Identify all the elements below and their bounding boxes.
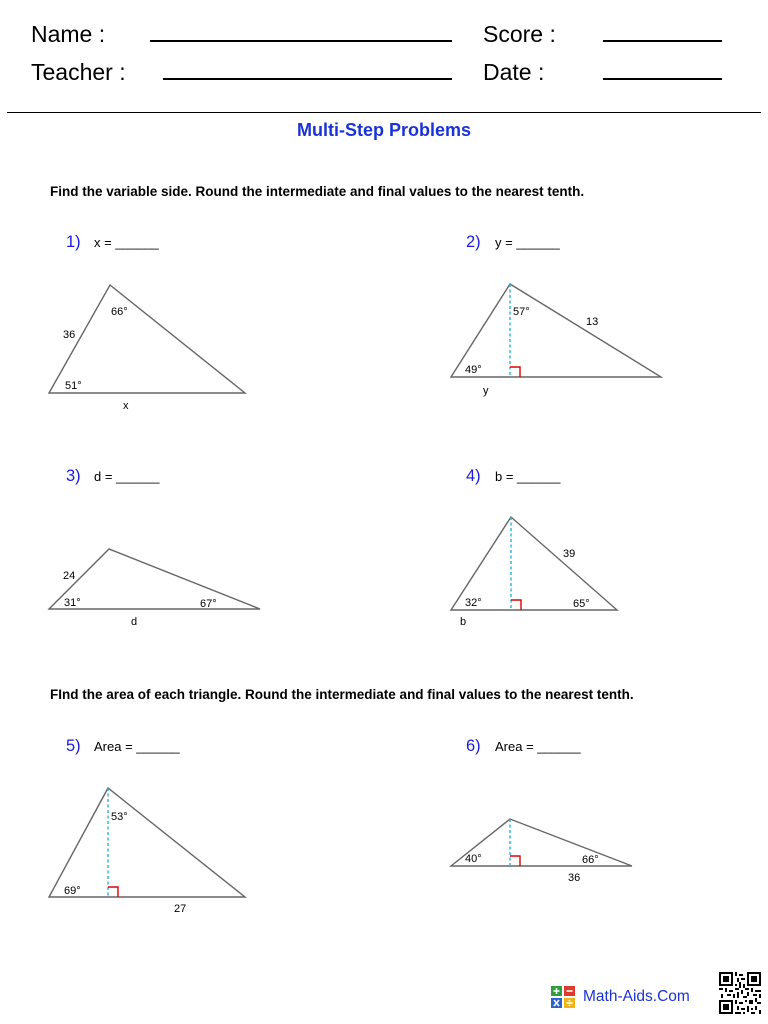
angle-label: 49°: [465, 364, 482, 376]
angle-label: 66°: [111, 306, 128, 318]
problem-number: 1): [66, 233, 81, 251]
triangle-figure-3: [40, 540, 270, 635]
date-label: Date :: [483, 59, 545, 85]
problem-number: 4): [466, 467, 481, 485]
score-label: Score :: [483, 21, 556, 47]
problem-number: 6): [466, 737, 481, 755]
side-label: 27: [174, 903, 187, 915]
name-label: Name :: [31, 21, 106, 47]
problem-number: 5): [66, 737, 81, 755]
right-angle-mark: [510, 367, 520, 377]
angle-label: 31°: [64, 597, 81, 609]
brand-link[interactable]: Math-Aids.Com: [583, 988, 690, 1005]
angle-label: 67°: [200, 598, 217, 610]
answer-prompt: b = ______: [495, 469, 561, 484]
angle-label: 69°: [64, 885, 81, 897]
angle-label: 66°: [582, 854, 599, 866]
side-label: 36: [568, 872, 581, 884]
angle-label: 65°: [573, 598, 590, 610]
side-label: b: [460, 616, 467, 628]
triangle-shape: [451, 284, 661, 377]
angle-label: 53°: [111, 811, 128, 823]
side-label: 36: [63, 329, 76, 341]
answer-prompt: d = ______: [94, 469, 160, 484]
page-title: Multi-Step Problems: [296, 120, 471, 140]
triangle-shape: [49, 788, 245, 897]
problem-number: 2): [466, 233, 481, 251]
angle-label: 32°: [465, 597, 482, 609]
answer-prompt: Area = ______: [94, 739, 180, 754]
calculator-icon: [551, 986, 575, 1008]
side-label: y: [483, 385, 489, 397]
right-angle-mark: [511, 600, 521, 610]
answer-prompt: Area = ______: [495, 739, 581, 754]
triangle-shape: [49, 549, 260, 609]
section1-instructions: Find the variable side. Round the intermediate and final values to the nearest tenth.: [50, 184, 585, 199]
side-label: 39: [563, 548, 576, 560]
problem-number: 3): [66, 467, 81, 485]
side-label: x: [123, 400, 129, 412]
answer-prompt: y = ______: [495, 235, 560, 250]
header-divider: [7, 112, 761, 113]
triangle-shape: [49, 285, 245, 393]
triangle-figure-6: [442, 810, 642, 890]
angle-label: 57°: [513, 306, 530, 318]
side-label: d: [131, 616, 138, 628]
triangle-figure-5: [40, 780, 255, 920]
side-label: 24: [63, 570, 76, 582]
right-angle-mark: [108, 887, 118, 897]
triangle-figure-1: [40, 278, 255, 418]
name-field[interactable]: [150, 40, 452, 42]
side-label: 13: [586, 316, 599, 328]
triangle-figure-4: [442, 510, 632, 630]
angle-label: 51°: [65, 380, 82, 392]
section2-instructions: FInd the area of each triangle. Round the intermediate and final values to the nearest tenth.: [50, 687, 634, 702]
right-angle-mark: [510, 856, 520, 866]
teacher-label: Teacher :: [31, 59, 126, 85]
triangle-figure-2: [442, 278, 672, 403]
teacher-field[interactable]: [163, 78, 452, 80]
score-field[interactable]: [603, 40, 722, 42]
answer-prompt: x = ______: [94, 235, 159, 250]
angle-label: 40°: [465, 853, 482, 865]
date-field[interactable]: [603, 78, 722, 80]
qr-code-icon: [719, 972, 761, 1014]
